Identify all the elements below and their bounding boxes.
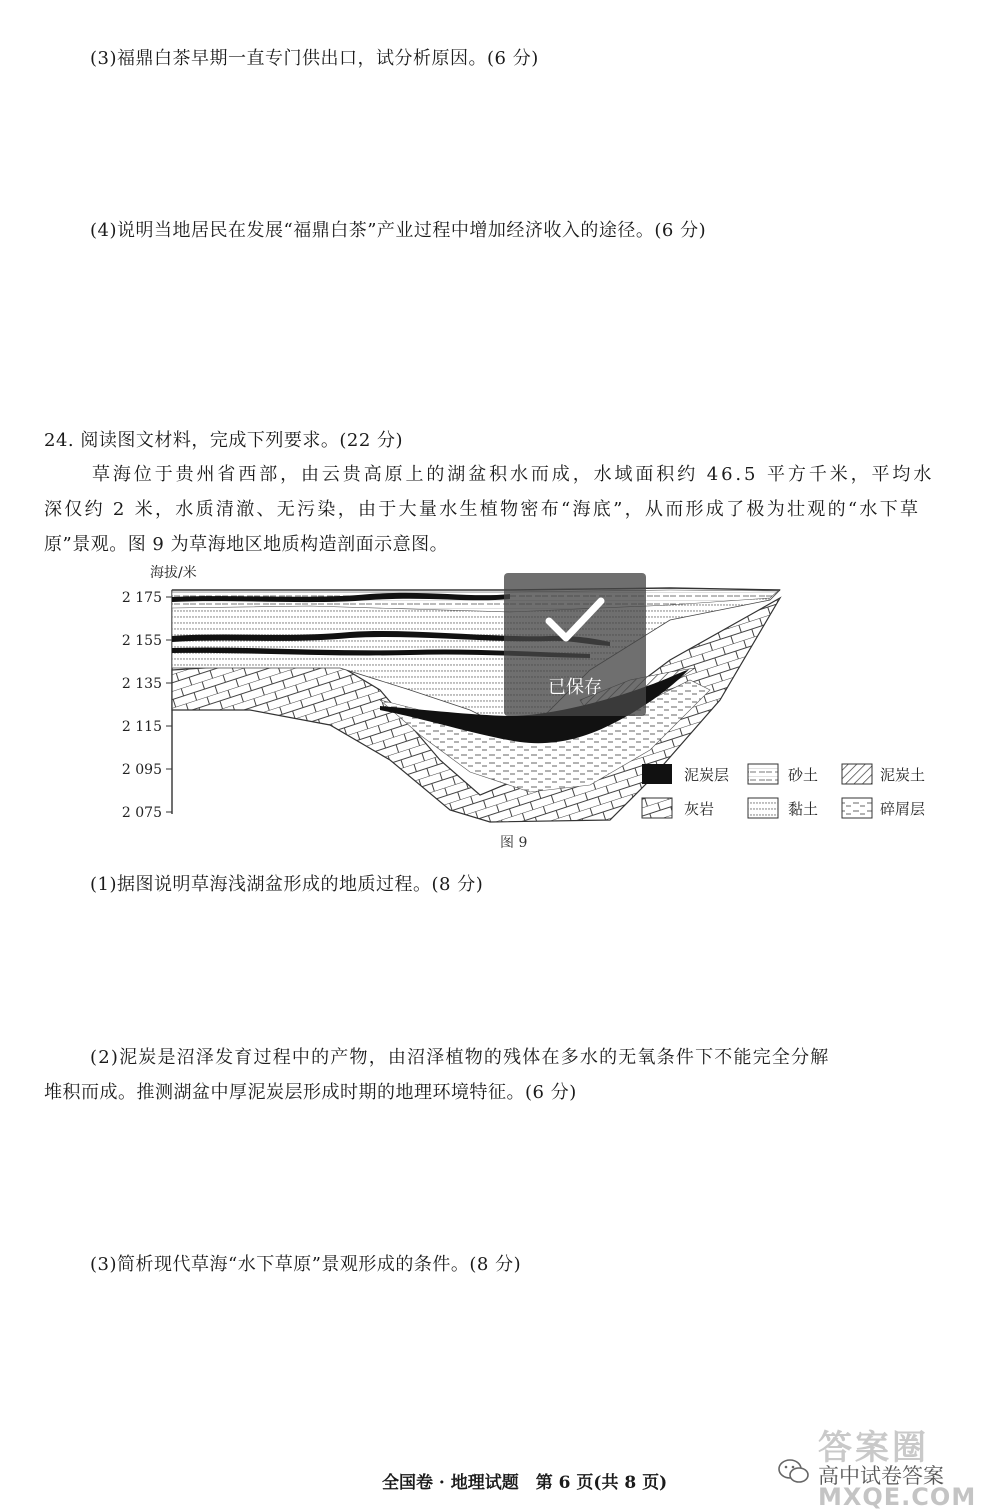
watermark-title: 答案圈 [818, 1428, 929, 1468]
question-24-material-line2: 深仅约 2 米，水质清澈、无污染，由于大量水生植物密布“海底”，从而形成了极为壮观的“水下草 [44, 499, 921, 520]
legend-swatch-debris [842, 798, 872, 818]
legend-swatch-peat-soil [842, 764, 872, 784]
legend-swatch-limestone [642, 798, 672, 818]
question-24-material-line1: 草海位于贵州省西部，由云贵高原上的湖盆积水而成，水域面积约 46.5 平方千米，平均水 [92, 464, 935, 485]
legend-label: 泥炭土 [880, 766, 926, 784]
legend-swatch-sand [748, 764, 778, 784]
saved-label: 已保存 [548, 677, 602, 698]
page-footer: 全国卷 · 地理试题 第 6 页(共 8 页) [382, 1473, 668, 1493]
legend-label: 灰岩 [684, 800, 715, 818]
question-24-title: 24. 阅读图文材料，完成下列要求。(22 分) [44, 430, 404, 451]
question-24-2-line1: (2)泥炭是沼泽发育过程中的产物，由沼泽植物的残体在多水的无氧条件下不能完全分解 [90, 1047, 830, 1068]
ytick-label: 2 075 [121, 805, 162, 821]
ytick-label: 2 155 [121, 633, 162, 649]
watermark-subtitle: 高中试卷答案 [818, 1464, 944, 1488]
ytick-label: 2 135 [121, 676, 162, 692]
watermark-url: MXQE.COM [818, 1483, 977, 1511]
question-3-prev: (3)福鼎白茶早期一直专门供出口，试分析原因。(6 分) [90, 48, 539, 69]
legend-label: 砂土 [788, 766, 819, 784]
legend-label: 黏土 [788, 800, 819, 818]
figure-caption: 图 9 [500, 835, 528, 851]
ytick-label: 2 115 [121, 719, 162, 735]
ytick-label: 2 095 [121, 762, 162, 778]
question-24-1: (1)据图说明草海浅湖盆形成的地质过程。(8 分) [90, 874, 484, 895]
legend-label: 碎屑层 [880, 800, 926, 818]
saved-toast [504, 573, 646, 716]
wechat-icon [778, 1458, 810, 1486]
question-4-prev: (4)说明当地居民在发展“福鼎白茶”产业过程中增加经济收入的途径。(6 分) [90, 220, 707, 241]
legend-swatch-peat [642, 764, 672, 784]
ytick-label: 2 175 [121, 590, 162, 606]
figure-ylabel: 海拔/米 [150, 565, 197, 581]
check-icon [544, 595, 606, 647]
legend-label: 泥炭层 [684, 766, 730, 784]
question-24-material-line3: 原”景观。图 9 为草海地区地质构造剖面示意图。 [44, 534, 449, 555]
question-24-2-line2: 堆积而成。推测湖盆中厚泥炭层形成时期的地理环境特征。(6 分) [44, 1082, 577, 1103]
question-24-3: (3)简析现代草海“水下草原”景观形成的条件。(8 分) [90, 1254, 522, 1275]
legend-swatch-clay [748, 798, 778, 818]
